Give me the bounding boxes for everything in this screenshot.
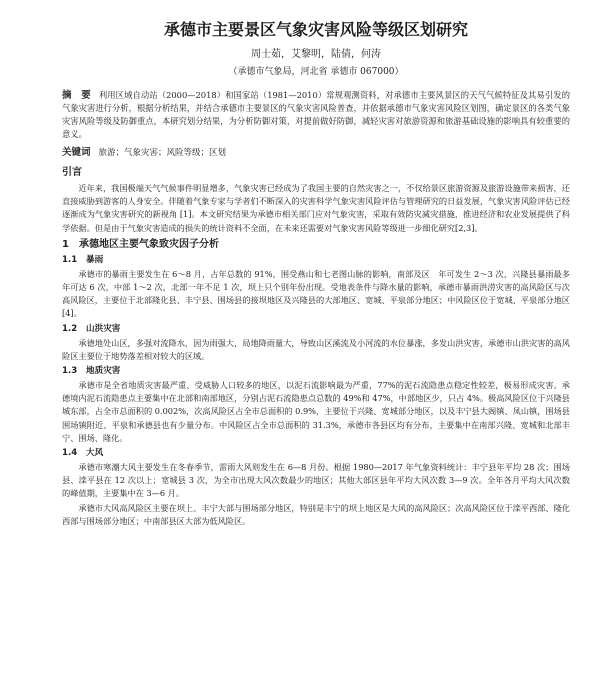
subsection-heading — [62, 323, 570, 336]
subsection-number: 1.3 — [62, 366, 78, 377]
subsection-paragraph: 承德地处山区，多强对流降水，因为雨强大，局地降雨量大，导致山区溪流及小河流的水位暴涨，多发山洪灾害，承德市山洪灾害的高风险区主要位于地势落差相对较大的区域。 — [62, 337, 570, 361]
subsection-title: 地质灾害 — [86, 366, 121, 377]
intro-heading: 引言 — [62, 167, 82, 178]
author-list: 周士茹，艾黎明，陆倩，何涛 — [251, 49, 381, 60]
affiliation: （承德市气象局，河北省 承德市 067000） — [228, 67, 404, 77]
subsection-paragraph: 承德市的暴雨主要发生在 6～8 月，占年总数的 91%，围受燕山和七老图山脉的影响，南部及区 年可发生 2～3 次，兴隆县暴雨最多年可达 6 次，中部 1～2 次，北部一年不足 1 次，坝上只个别年份出现。受地表条件与降水量的影响，承德市暴雨洪涝灾害的高风险区与次高风险区，主要位于北部隆化县、丰宁县、围场县的接坝地区及兴隆县的大部地区、宽城、平泉部分地区；中风险区位于宽城、平泉部分地区[4]。 — [62, 268, 570, 319]
subsection-number: 1.2 — [62, 323, 78, 334]
keywords-text: 旅游；气象灾害；风险等级；区划 — [98, 148, 227, 158]
keywords-label: 关键词 — [62, 147, 91, 158]
paper-title: 承德市主要景区气象灾害风险等级区划研究 — [163, 20, 468, 39]
subsection-paragraph: 承德市是全省地质灾害最严重、受威胁人口较多的地区，以泥石流影响最为严重，77%的泥石流隐患点稳定性较差，极易形成灾害。承德境内泥石流隐患点主要集中在北部和南部地区，分别占泥石流隐患点总数的 49%和 47%，中部地区少，只占 4%。极高风险区位于兴隆县城东部，占全市总面积的 0.002%，次高风险区占全市总面积的 0.9%，主要位于兴隆、宽城部分地区，以及丰宁县大阁镇、凤山镇，围场县围场镇附近、平泉和承德县也有少量分布。中风险区占全市总面积的 31.3%，承德市各县区均有分布，主要集中在南部兴隆、宽城和北部丰宁、围场、隆化。 — [62, 380, 570, 443]
subsection-title: 山洪灾害 — [86, 323, 121, 334]
subsection-heading — [62, 365, 570, 378]
abstract-label: 摘 要 — [62, 90, 91, 101]
subsection-number: 1.1 — [62, 254, 78, 265]
section-heading: 1 承德地区主要气象致灾因子分析 — [62, 238, 219, 250]
keywords — [62, 146, 570, 160]
subsection-number: 1.4 — [62, 448, 78, 459]
abstract-text: 利用区域自动站（2000—2018）和国家站（1981—2010）常规观测资料，对承德市主要风景区的天气气候特征及其易引发的气象灾害进行分析，根据分析结果，并结合承德市主要景区的气象灾害风险普查，并依据承德市气象灾害风险区划图，确定景区的各类气象灾害风险等级及防御重点，本研究划分结果，为分析防御对策，对提前做好防御，减轻灾害对旅游资源和旅游基础设施的影响具有较重要的意义。 — [62, 90, 570, 139]
subsection-heading — [62, 447, 570, 460]
abstract — [62, 89, 570, 141]
subsection-heading — [62, 254, 570, 267]
subsection-title: 暴雨 — [86, 254, 104, 265]
intro-paragraph: 近年来，我国极端天气气候事件明显增多，气象灾害已经成为了我国主要的自然灾害之一，不仅给景区旅游资源及旅游设施带来损害，还直接威胁到游客的人身安全。伴随着气象专家与学者们不断深入的灾害科学气象灾害风险评估与管理研究的日益发展，气象灾害风险评估已经逐渐成为气象灾害研究的新视角 [1]。本文研究结果为承德市相关部门应对气象灾害，采取有效防灾减灾措施，推进经济和农业发展提供了科学依据。但是由于气象灾害造成的损失的统计资料不全面，在未来还需要对气象灾害风险等级进一步细化研究[2,3]。 — [62, 183, 570, 233]
subsection-paragraph: 承德市大风高风险区主要在坝上、丰宁大部与围场部分地区，特别是丰宁的坝上地区是大风的高风险区；次高风险区位于滦平西部、隆化西部与围场部分地区；中南部县区大部为低风险区。 — [62, 502, 570, 526]
subsection-paragraph: 承德市寒潮大风主要发生在冬春季节，雷雨大风则发生在 6—8 月份。根据 1980—2017 年气象资料统计：丰宁县年平均 28 次；围场县、滦平县在 12 次以上；宽城县 3 次，为全市出现大风次数最少的地区；其他大部区县年平均大风次数 3—9 次。全年各月平均大风次数的峰值期，主要集中在 3—6 月。 — [62, 462, 570, 499]
subsection-title: 大风 — [86, 448, 104, 459]
